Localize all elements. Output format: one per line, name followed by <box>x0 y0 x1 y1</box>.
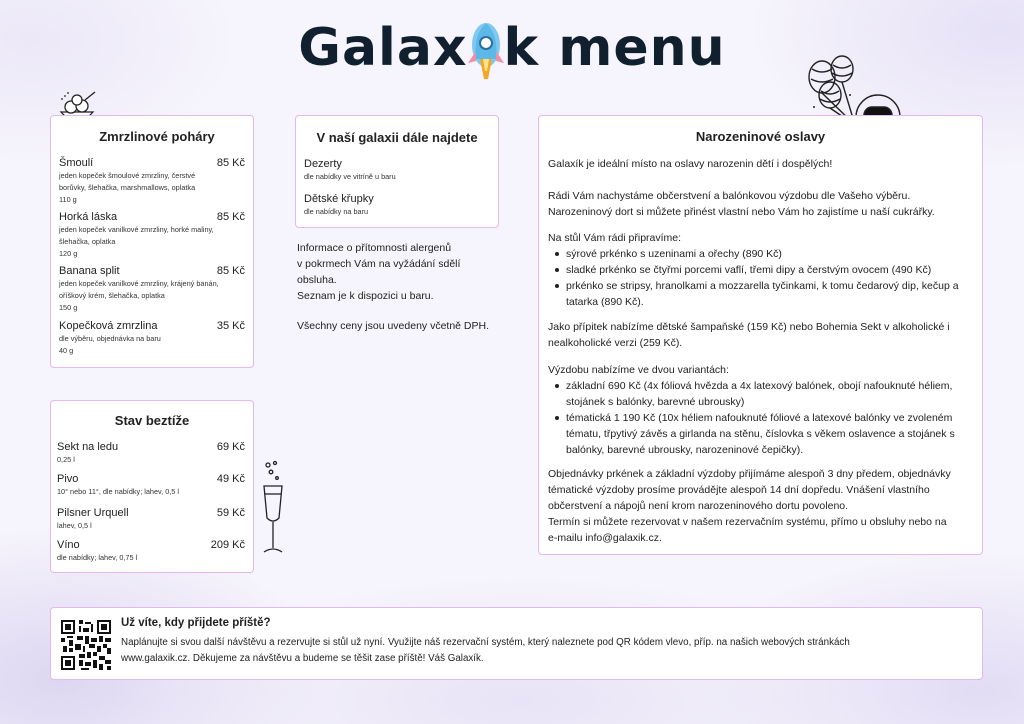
item-name: Kopečková zmrzlina <box>59 320 158 332</box>
item-price: 85 Kč <box>216 211 245 223</box>
qr-code-icon[interactable] <box>61 620 111 670</box>
list-item: základní 690 Kč (4x fóliová hvězda a 4x latexový balónek, obojí nafouknuté héliem, stojánek s balónky, barevné ubrousky) <box>548 378 968 410</box>
list-item: sladké prkénko se čtyřmi porcemi vaflí, třemi dipy a čerstvým ovocem (490 Kč) <box>548 262 968 278</box>
birthday-toast <box>548 319 968 351</box>
text-line: Rádi Vám nachystáme občerstvení a balónkovou výzdobu dle Vašeho výběru. <box>548 190 911 202</box>
item-desc: dle nabídky ve vitríně u baru <box>304 172 396 181</box>
item-desc: 0,25 l <box>57 455 75 464</box>
item-desc <box>59 278 245 314</box>
footer-title: Už víte, kdy přijdete příště? <box>121 617 271 629</box>
allergen-line: Informace o přítomnosti alergenů <box>297 242 452 254</box>
item-name: Banana split <box>59 265 120 277</box>
item-desc-line: 150 g <box>59 303 78 312</box>
item-desc <box>59 170 245 206</box>
birthday-card <box>538 115 983 555</box>
birthday-variants <box>548 362 968 458</box>
item-desc: lahev, 0,5 l <box>57 521 92 530</box>
item-desc-line: borůvky, šlehačka, marshmallows, oplatka <box>59 183 196 192</box>
list-item <box>304 193 490 216</box>
more-title: V naší galaxii dále najdete <box>316 130 478 145</box>
item-desc-line: jeden kopeček vanilkové zmrzliny, krájený banán, <box>59 279 219 288</box>
champagne-glass-icon <box>258 460 288 556</box>
footer-line: www.galaxik.cz. Děkujeme za návštěvu a budeme se těšit zase příště! Váš Galaxík. <box>121 653 484 664</box>
item-desc: dle nabídky; lahev, 0,75 l <box>57 553 138 562</box>
item-name: Pilsner Urquell <box>57 507 129 519</box>
item-desc-line: jeden kopeček šmoulové zmrzliny, čerstvé <box>59 171 196 180</box>
birthday-decor <box>548 188 968 220</box>
list-item: tématická 1 190 Kč (10x héliem nafouknuté fóliové a latexové balónky ve zvoleném tématu, třpytivý závěs a girlanda na stěnu, číslovka s věkem oslavence a stojánek s balónky, barevné ubrousky, narozeninové čepičky). <box>548 410 968 458</box>
drinks-title: Stav beztíže <box>114 413 190 428</box>
item-name: Horká láska <box>59 211 118 223</box>
menu-item <box>57 507 245 532</box>
birthday-table <box>548 230 968 310</box>
item-price: 49 Kč <box>216 473 245 485</box>
ice-cream-title: Zmrzlinové poháry <box>99 129 215 144</box>
item-desc-line: 110 g <box>59 195 77 204</box>
birthday-title: Narozeninové oslavy <box>695 129 826 144</box>
menu-item <box>59 157 245 206</box>
menu-item <box>57 441 245 466</box>
more-card <box>295 115 499 228</box>
item-name: Dezerty <box>304 158 342 170</box>
menu-item <box>59 320 245 357</box>
birthday-orders <box>548 466 968 546</box>
menu-item <box>57 539 245 564</box>
allergen-line: obsluha. <box>297 274 337 286</box>
text-line: e-mailu info@galaxik.cz. <box>548 532 662 544</box>
list-item <box>304 158 490 181</box>
vat-note: Všechny ceny jsou uvedeny včetně DPH. <box>297 320 490 332</box>
footer-line: Naplánujte si svou další návštěvu a rezervujte si stůl už nyní. Využijte náš rezervační systém, který naleznete pod QR kódem vlevo, příp. na našich webových stránkách <box>121 637 850 648</box>
item-price: 69 Kč <box>216 441 245 453</box>
item-desc-line: dle výběru, objednávka na baru <box>59 334 161 343</box>
menu-item <box>57 473 245 498</box>
item-price: 209 Kč <box>210 539 245 551</box>
text-line: Narozeninový dort si můžete přinést vlastní nebo Vám ho zajistíme u naší cukrářky. <box>548 206 935 218</box>
list-item: prkénko se stripsy, hranolkami a mozzarella tyčinkami, k tomu čedarový dip, kečup a tatarka (890 Kč). <box>548 278 968 310</box>
allergen-note <box>297 240 512 304</box>
section-heading: Na stůl Vám rádi připravíme: <box>548 232 682 244</box>
item-desc: 10° nebo 11°, dle nabídky; lahev, 0,5 l <box>57 487 179 496</box>
text-line: občerstvení a nápojů není krom narozeninového dortu povoleno. <box>548 500 849 512</box>
footer-card <box>50 607 983 680</box>
item-price: 59 Kč <box>216 507 245 519</box>
ice-cream-card <box>50 115 254 368</box>
item-name: Dětské křupky <box>304 193 374 205</box>
item-desc-line: 40 g <box>59 346 74 355</box>
rocket-icon <box>466 19 506 83</box>
item-desc <box>59 333 245 357</box>
text-line: Jako přípitek nabízíme dětské šampaňské (159 Kč) nebo Bohemia Sekt v alkoholické i <box>548 321 950 333</box>
item-desc: dle nabídky na baru <box>304 207 369 216</box>
menu-item <box>59 211 245 260</box>
birthday-intro: Galaxík je ideální místo na oslavy narozenin dětí i dospělých! <box>548 158 833 170</box>
text-line: tématické výzdoby prosíme provádějte alespoň 14 dní dopředu. Vnášení vlastního <box>548 484 930 496</box>
list-item: sýrové prkénko s uzeninami a ořechy (890 Kč) <box>548 246 968 262</box>
item-name: Pivo <box>57 473 79 485</box>
page-title-part-2: k menu <box>503 18 726 78</box>
item-name: Šmoulí <box>59 157 94 169</box>
menu-item <box>59 265 245 314</box>
footer-text <box>121 635 971 667</box>
allergen-line: Seznam je k dispozici u baru. <box>297 290 434 302</box>
text-line: nealkoholické verzi (259 Kč). <box>548 337 683 349</box>
item-name: Sekt na ledu <box>57 441 119 453</box>
allergen-line: v pokrmech Vám na vyžádání sdělí <box>297 258 461 270</box>
text-line: Objednávky prkének a základní výzdoby přijímáme alespoň 3 dny předem, objednávky <box>548 468 951 480</box>
drinks-card <box>50 400 254 573</box>
page-title-part-1: Galax <box>298 18 468 78</box>
item-desc-line: 120 g <box>59 249 78 258</box>
item-price: 85 Kč <box>216 157 245 169</box>
item-desc-line: jeden kopeček vanilkové zmrzliny, horké maliny, <box>59 225 214 234</box>
item-price: 35 Kč <box>216 320 245 332</box>
text-line: Termín si můžete rezervovat v našem rezervačním systému, přímo u obsluhy nebo na <box>548 516 947 528</box>
item-name: Víno <box>57 539 80 551</box>
item-desc <box>59 224 245 260</box>
item-price: 85 Kč <box>216 265 245 277</box>
item-desc-line: šlehačka, oplatka <box>59 237 116 246</box>
item-desc-line: oříškový krém, šlehačka, oplatka <box>59 291 165 300</box>
section-heading: Výzdobu nabízíme ve dvou variantách: <box>548 364 729 376</box>
